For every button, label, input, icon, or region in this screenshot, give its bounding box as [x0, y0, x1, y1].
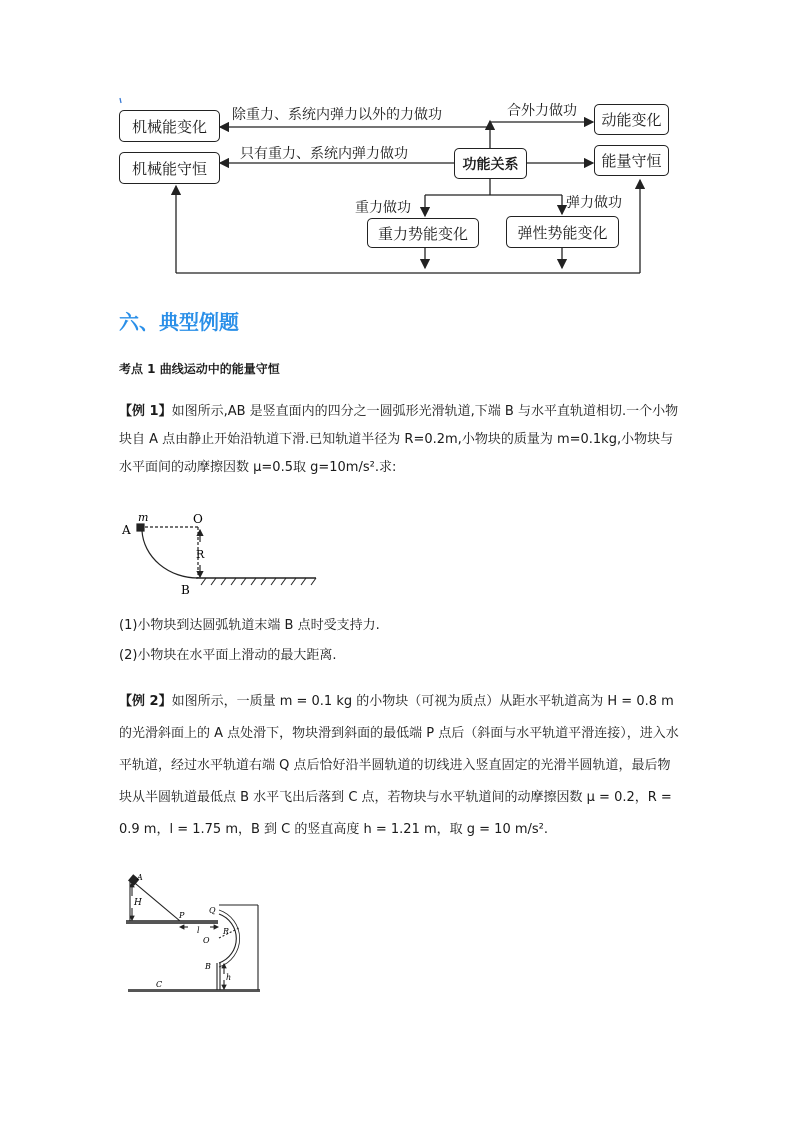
- mechanical-energy-conservation-box: 机械能守恒: [119, 152, 220, 184]
- gravitational-pe-change-box: 重力势能变化: [367, 218, 479, 248]
- fig2-label-C: C: [156, 980, 163, 989]
- fig2-label-B: B: [205, 962, 211, 971]
- topic-heading: 考点 1 曲线运动中的能量守恒: [119, 362, 280, 376]
- edge-label-other-forces: 除重力、系统内弹力以外的力做功: [232, 107, 442, 123]
- fig2-label-P: P: [179, 911, 185, 920]
- example1-text: 如图所示,AB 是竖直面内的四分之一圆弧形光滑轨道,下端 B 与水平直轨道相切.一个小物块自 A 点由静止开始沿轨道下滑.已知轨道半径为 R=0.2m,小物块的质量为 m=0.1kg,小物块与水平面间的动摩擦因数 μ=0.5取 g=10m/s².求:: [119, 404, 679, 475]
- fig2-label-A: A: [137, 873, 143, 882]
- edge-label-gravity-work: 重力做功: [355, 200, 411, 216]
- fig2-label-Q: Q: [209, 906, 216, 915]
- fig1-label-R: R: [196, 548, 205, 561]
- elastic-pe-change-box: 弹性势能变化: [506, 216, 619, 248]
- example1-question1: (1)小物块到达圆弧轨道末端 B 点时受支持力.: [119, 618, 380, 633]
- fig2-label-h: h: [226, 973, 232, 982]
- fig1-label-A: A: [122, 523, 131, 537]
- fig1-label-m: m: [138, 511, 149, 524]
- example1-paragraph: [119, 398, 679, 482]
- example1-question2: (2)小物块在水平面上滑动的最大距离.: [119, 648, 337, 663]
- section-heading: 六、典型例题: [119, 310, 239, 334]
- fig2-label-O: O: [203, 936, 210, 945]
- edge-label-only-gravity: 只有重力、系统内弹力做功: [240, 146, 408, 162]
- example2-tag: 【例 2】: [119, 694, 172, 709]
- energy-conservation-box: 能量守恒: [594, 145, 669, 176]
- fig1-label-O: O: [193, 512, 203, 526]
- kinetic-energy-change-box: 动能变化: [594, 104, 669, 135]
- fig2-label-l: l: [197, 926, 200, 935]
- example2-figure: [126, 870, 266, 996]
- work-energy-relation-box: 功能关系: [454, 148, 527, 179]
- fig1-label-B: B: [181, 583, 190, 597]
- example2-paragraph: [119, 686, 679, 846]
- fig2-label-H: H: [134, 898, 142, 908]
- edge-label-elastic-work: 弹力做功: [566, 195, 622, 211]
- example1-tag: 【例 1】: [119, 404, 172, 419]
- mechanical-energy-change-box: 机械能变化: [119, 110, 220, 142]
- fig2-label-R: R: [223, 927, 230, 936]
- example2-text: 如图所示，一质量 m = 0.1 kg 的小物块（可视为质点）从距水平轨道高为 H = 0.8 m 的光滑斜面上的 A 点处滑下，物块滑到斜面的最低端 P 点后（斜面与水平轨道平滑连接），进入水平轨道，经过水平轨道右端 Q 点后恰好沿半圆轨道的切线进入竖直固定的光滑半圆轨道，最后物块从半圆轨道最低点 B 水平飞出后落到 C 点，若物块与水平轨道间的动摩擦因数 μ = 0.2，R = 0.9 m，l = 1.75 m，B 到 C 的竖直高度 h = 1.21 m，取 g = 10 m/s².: [119, 694, 679, 837]
- example1-figure: [118, 510, 328, 602]
- edge-label-net-force: 合外力做功: [507, 103, 577, 119]
